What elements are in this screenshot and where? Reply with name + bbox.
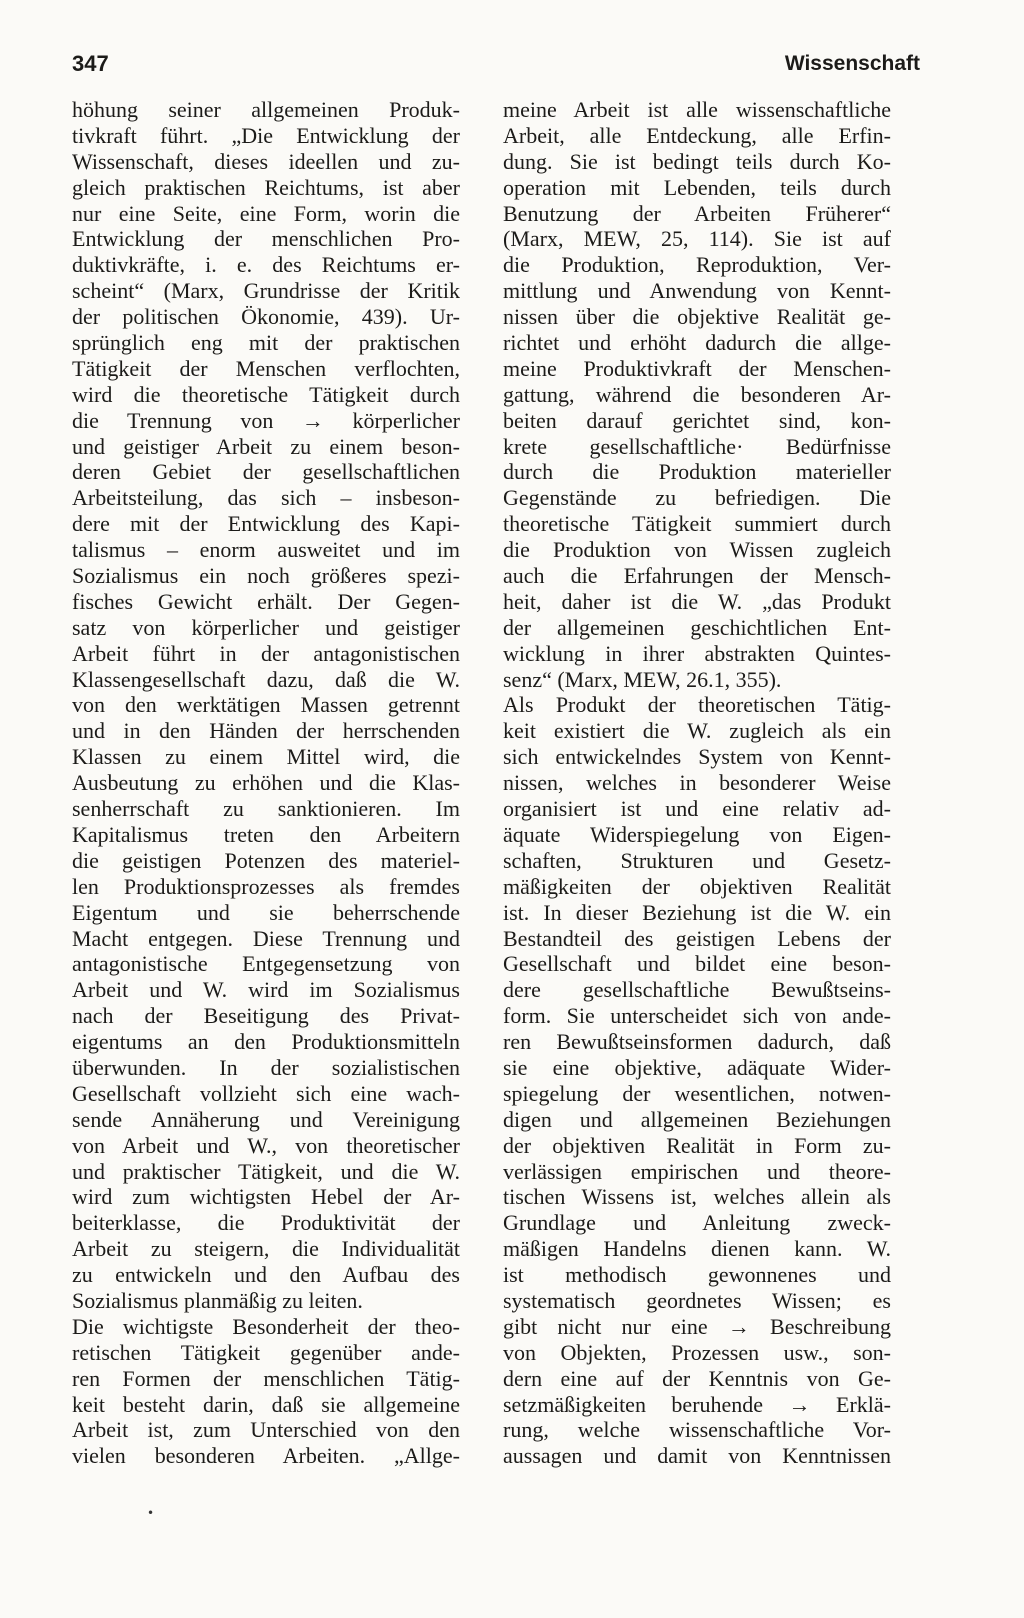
text-line: Sozialismus ein noch größeres spezi-: [72, 563, 460, 589]
text-line: eigentums an den Produktionsmitteln: [72, 1029, 460, 1055]
text-line: operation mit Lebenden, teils durch: [503, 174, 891, 200]
text-line: vielen besonderen Arbeiten. „Allge-: [72, 1443, 460, 1469]
text-line: gattung, während die besonderen Ar-: [503, 381, 891, 407]
text-line: von Arbeit und W., von theoretischer: [72, 1132, 460, 1158]
text-line: Kapitalismus treten den Arbeitern: [72, 821, 460, 847]
text-line: ren Formen der menschlichen Tätig-: [72, 1365, 460, 1391]
text-line: tivkraft führt. „Die Entwicklung der: [72, 122, 460, 148]
text-line: dern eine auf der Kenntnis von Ge-: [503, 1365, 891, 1391]
text-line: Arbeit ist, zum Unterschied von den: [72, 1417, 460, 1443]
text-line: senz“ (Marx, MEW, 26.1, 355).: [503, 666, 782, 692]
text-line: len Produktionsprozesses als fremdes: [72, 873, 460, 899]
text-line: mittlung und Anwendung von Kennt-: [503, 278, 891, 304]
text-line: sich entwickelndes System von Kennt-: [503, 744, 891, 770]
text-line: Arbeit zu steigern, die Individualität: [72, 1236, 460, 1262]
running-head: Wissenschaft: [784, 52, 920, 75]
text-line: nur eine Seite, eine Form, worin die: [72, 200, 460, 226]
text-line: der politischen Ökonomie, 439). Ur-: [72, 304, 460, 330]
text-line: Eigentum und sie beherrschende: [72, 899, 460, 925]
text-line: aussagen und damit von Kenntnissen: [503, 1443, 891, 1469]
text-line: die geistigen Potenzen des materiel-: [72, 847, 460, 873]
text-line: Grundlage und Anleitung zweck-: [503, 1210, 891, 1236]
text-line: form. Sie unterscheidet sich von ande-: [503, 1003, 891, 1029]
text-line: ist methodisch gewonnenes und: [503, 1262, 891, 1288]
text-line: sie eine objektive, adäquate Wider-: [503, 1054, 891, 1080]
text-line: theoretische Tätigkeit summiert durch: [503, 511, 891, 537]
text-line: keit besteht darin, daß sie allgemeine: [72, 1391, 460, 1417]
text-line: mäßigen Handelns dienen kann. W.: [503, 1236, 891, 1262]
text-line: Gegenstände zu befriedigen. Die: [503, 485, 891, 511]
text-line: duktivkräfte, i. e. des Reichtums er-: [72, 252, 460, 278]
text-line: retischen Tätigkeit gegenüber ande-: [72, 1339, 460, 1365]
text-line: senherrschaft zu sanktionieren. Im: [72, 796, 460, 822]
text-line: Arbeit, alle Entdeckung, alle Erfin-: [503, 122, 891, 148]
text-line: dere mit der Entwicklung des Kapi-: [72, 511, 460, 537]
text-line: gibt nicht nur eine → Beschreibung: [503, 1313, 891, 1339]
text-line: ren Bewußtseinsformen dadurch, daß: [503, 1029, 891, 1055]
text-line: nissen, welches in besonderer Weise: [503, 770, 891, 796]
text-line: meine Produktivkraft der Menschen-: [503, 355, 891, 381]
stray-mark: •: [147, 1506, 155, 1520]
page-number: 347: [72, 51, 109, 76]
text-line: keit existiert die W. zugleich als ein: [503, 718, 891, 744]
text-line: krete gesellschaftliche· Bedürfnisse: [503, 433, 891, 459]
text-line: die Produktion, Reproduktion, Ver-: [503, 252, 891, 278]
text-line: organisiert ist und eine relativ ad-: [503, 796, 891, 822]
text-line: satz von körperlicher und geistiger: [72, 614, 460, 640]
text-line: Sozialismus planmäßig zu leiten.: [72, 1287, 363, 1313]
text-line: durch die Produktion materieller: [503, 459, 891, 485]
text-line: Gesellschaft vollzieht sich eine wach-: [72, 1080, 460, 1106]
text-line: Tätigkeit der Menschen verflochten,: [72, 355, 460, 381]
text-line: meine Arbeit ist alle wissenschaftliche: [503, 97, 891, 122]
text-line: Als Produkt der theoretischen Tätig-: [503, 692, 891, 718]
text-line: Gesellschaft und bildet eine beson-: [503, 951, 891, 977]
text-line: sende Annäherung und Vereinigung: [72, 1106, 460, 1132]
text-line: der objektiven Realität in Form zu-: [503, 1132, 891, 1158]
text-line: dere gesellschaftliche Bewußtseins-: [503, 977, 891, 1003]
text-line: und geistiger Arbeit zu einem beson-: [72, 433, 460, 459]
text-line: höhung seiner allgemeinen Produk-: [72, 97, 460, 122]
text-line: Arbeitsteilung, das sich – insbeson-: [72, 485, 460, 511]
text-line: auch die Erfahrungen der Mensch-: [503, 563, 891, 589]
text-line: Ausbeutung zu erhöhen und die Klas-: [72, 770, 460, 796]
text-line: wird die theoretische Tätigkeit durch: [72, 381, 460, 407]
text-line: Arbeit und W. wird im Sozialismus: [72, 977, 460, 1003]
text-line: ist. In dieser Beziehung ist die W. ein: [503, 899, 891, 925]
text-line: setzmäßigkeiten beruhende → Erklä-: [503, 1391, 891, 1417]
text-line: digen und allgemeinen Beziehungen: [503, 1106, 891, 1132]
text-line: Klassen zu einem Mittel wird, die: [72, 744, 460, 770]
text-line: Klassengesellschaft dazu, daß die W.: [72, 666, 460, 692]
text-line: und praktischer Tätigkeit, und die W.: [72, 1158, 460, 1184]
text-line: wird zum wichtigsten Hebel der Ar-: [72, 1184, 460, 1210]
text-line: die Produktion von Wissen zugleich: [503, 537, 891, 563]
text-line: talismus – enorm ausweitet und im: [72, 537, 460, 563]
text-line: sprünglich eng mit der praktischen: [72, 330, 460, 356]
text-line: schaften, Strukturen und Gesetz-: [503, 847, 891, 873]
text-line: Macht entgegen. Diese Trennung und: [72, 925, 460, 951]
text-line: beiten darauf gerichtet sind, kon-: [503, 407, 891, 433]
text-line: (Marx, MEW, 25, 114). Sie ist auf: [503, 226, 891, 252]
text-line: die Trennung von → körperlicher: [72, 407, 460, 433]
page-header: [72, 44, 920, 84]
text-line: nach der Beseitigung des Privat-: [72, 1003, 460, 1029]
text-line: äquate Widerspiegelung von Eigen-: [503, 821, 891, 847]
text-line: rung, welche wissenschaftliche Vor-: [503, 1417, 891, 1443]
text-line: zu entwickeln und den Aufbau des: [72, 1262, 460, 1288]
text-line: Wissenschaft, dieses ideellen und zu-: [72, 148, 460, 174]
text-line: Arbeit führt in der antagonistischen: [72, 640, 460, 666]
text-line: Benutzung der Arbeiten Früherer“: [503, 200, 891, 226]
text-line: Entwicklung der menschlichen Pro-: [72, 226, 460, 252]
text-line: Bestandteil des geistigen Lebens der: [503, 925, 891, 951]
text-line: systematisch geordnetes Wissen; es: [503, 1287, 891, 1313]
text-line: Die wichtigste Besonderheit der theo-: [72, 1313, 460, 1339]
text-line: dung. Sie ist bedingt teils durch Ko-: [503, 148, 891, 174]
text-line: nissen über die objektive Realität ge-: [503, 304, 891, 330]
text-line: der allgemeinen geschichtlichen Ent-: [503, 614, 891, 640]
text-line: scheint“ (Marx, Grundrisse der Kritik: [72, 278, 460, 304]
text-line: wicklung in ihrer abstrakten Quintes-: [503, 640, 891, 666]
text-line: heit, daher ist die W. „das Produkt: [503, 588, 891, 614]
text-line: gleich praktischen Reichtums, ist aber: [72, 174, 460, 200]
text-line: verlässigen empirischen und theore-: [503, 1158, 891, 1184]
text-line: und in den Händen der herrschenden: [72, 718, 460, 744]
text-line: deren Gebiet der gesellschaftlichen: [72, 459, 460, 485]
text-line: von Objekten, Prozessen usw., son-: [503, 1339, 891, 1365]
left-column: [72, 97, 460, 1469]
text-line: überwunden. In der sozialistischen: [72, 1054, 460, 1080]
text-line: richtet und erhöht dadurch die allge-: [503, 330, 891, 356]
text-line: fisches Gewicht erhält. Der Gegen-: [72, 588, 460, 614]
text-line: beiterklasse, die Produktivität der: [72, 1210, 460, 1236]
text-line: antagonistische Entgegensetzung von: [72, 951, 460, 977]
right-column: [503, 97, 891, 1469]
text-line: spiegelung der wesentlichen, notwen-: [503, 1080, 891, 1106]
text-line: tischen Wissens ist, welches allein als: [503, 1184, 891, 1210]
text-line: mäßigkeiten der objektiven Realität: [503, 873, 891, 899]
text-line: von den werktätigen Massen getrennt: [72, 692, 460, 718]
